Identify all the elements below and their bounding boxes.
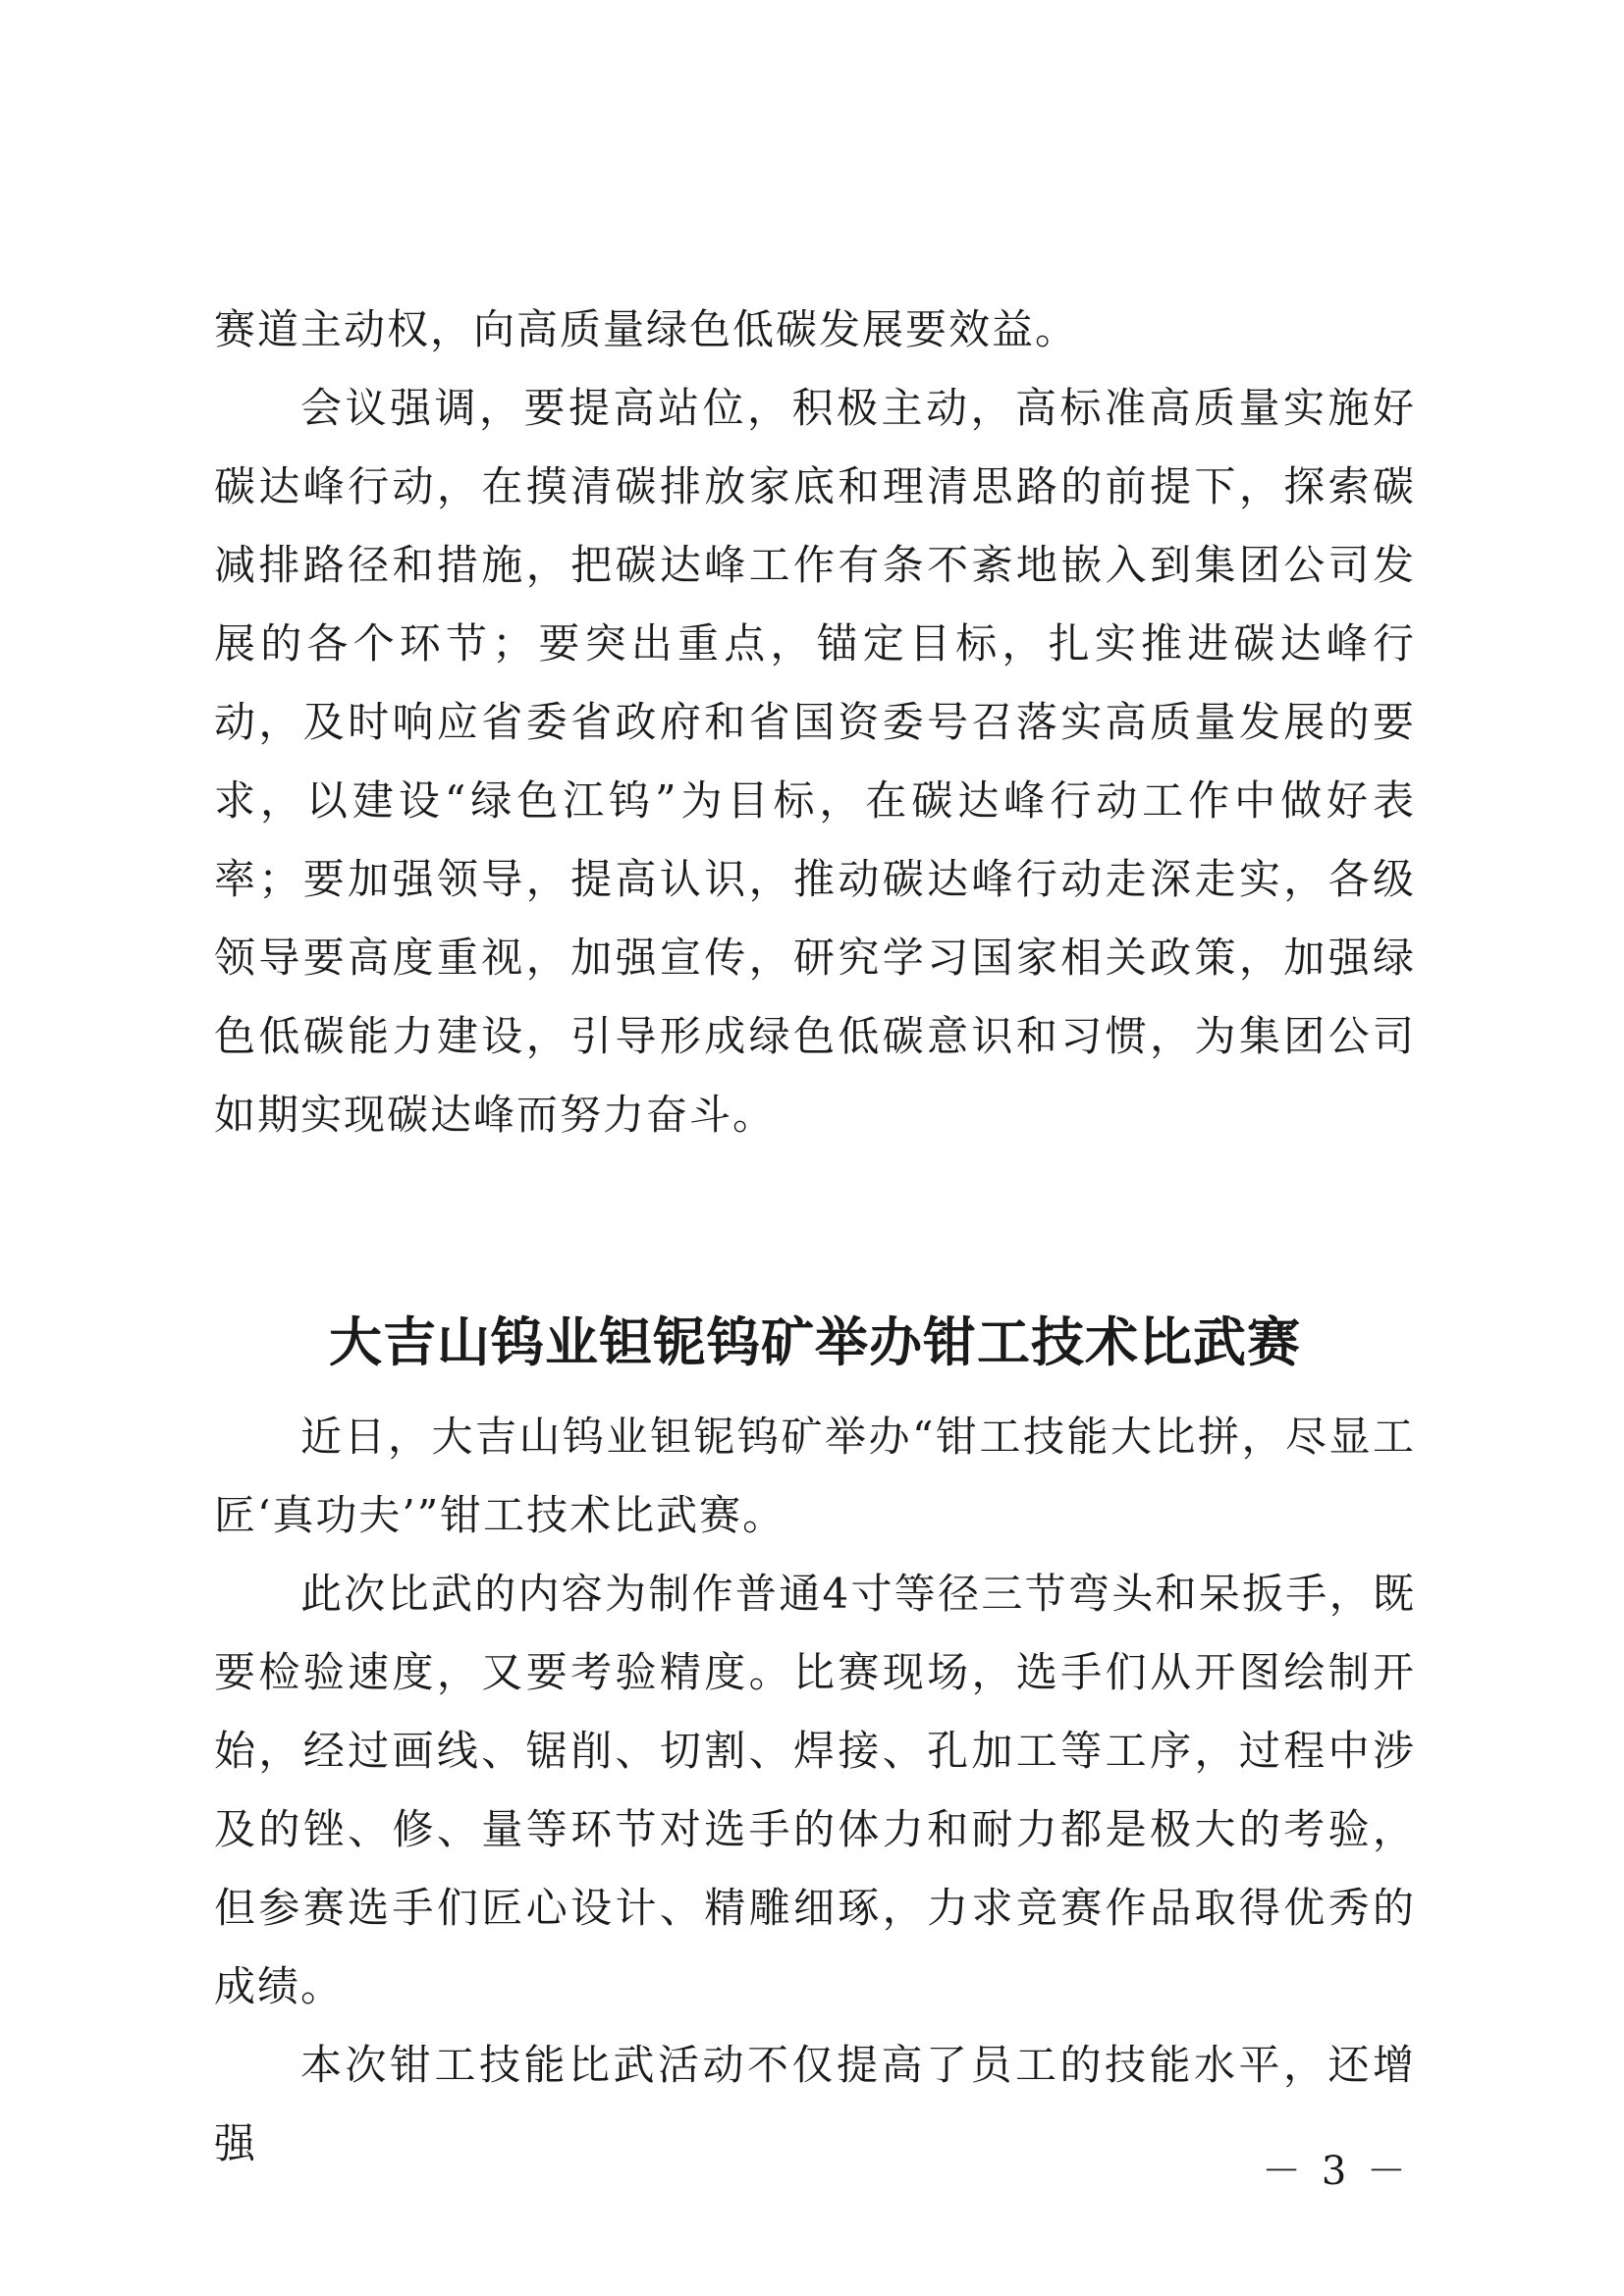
page-number: － 3 － bbox=[1262, 2149, 1410, 2194]
meeting-emphasis-paragraph: 会议强调，要提高站位，积极主动，高标准高质量实施好碳达峰行动，在摸清碳排放家底和理清思路的前提下，探索碳减排路径和措施，把碳达峰工作有条不紊地嵌入到集团公司发展的各个环节；要突出重点，锚定目标，扎实推进碳达峰行动，及时响应省委省政府和省国资委号召落实高质量发展的要求，以建设“绿色江钨”为目标，在碳达峰行动工作中做好表率；要加强领导，提高认识，推动碳达峰行动走深走实，各级领导要高度重视，加强宣传，研究学习国家相关政策，加强绿色低碳能力建设，引导形成绿色低碳意识和习惯，为集团公司如期实现碳达峰而努力奋斗。 bbox=[214, 384, 1416, 1139]
competition-content-paragraph: 此次比武的内容为制作普通4寸等径三节弯头和呆扳手，既要检验速度，又要考验精度。比赛现场，选手们从开图绘制开始，经过画线、锯削、切割、焊接、孔加工等工序，过程中涉及的锉、修、量等环节对选手的体力和耐力都是极大的考验，但参赛选手们匠心设计、精雕细琢，力求竞赛作品取得优秀的成绩。 bbox=[214, 1570, 1416, 2010]
article-intro-paragraph: 近日，大吉山钨业钽铌钨矿举办“钳工技能大比拼，尽显工匠‘真功夫’”钳工技术比武赛。 bbox=[214, 1413, 1416, 1539]
competition-outcome-paragraph: 本次钳工技能比武活动不仅提高了员工的技能水平，还增强 bbox=[214, 2041, 1416, 2167]
article-title: 大吉山钨业钽铌钨矿举办钳工技术比武赛 bbox=[329, 1311, 1301, 1373]
continued-paragraph: 赛道主动权，向高质量绿色低碳发展要效益。 bbox=[214, 305, 1079, 353]
page-content bbox=[214, 291, 1416, 2183]
